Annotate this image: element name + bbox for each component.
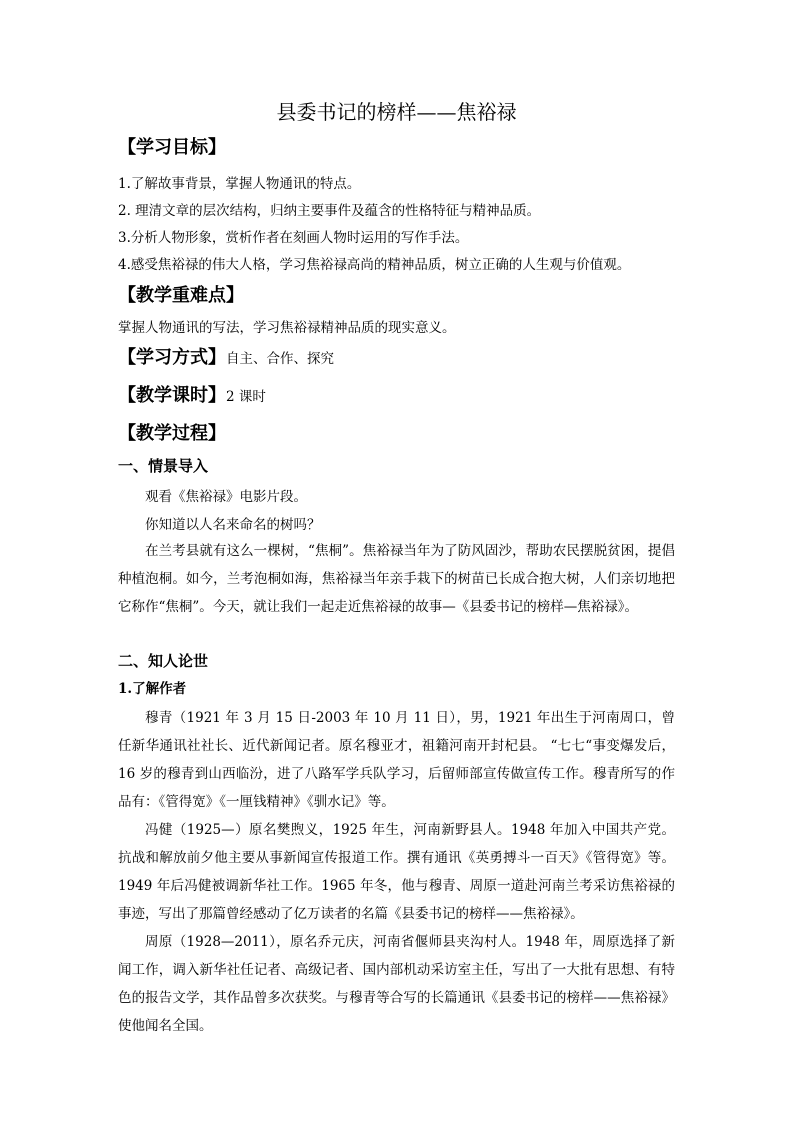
heading-key-points: 【教学重难点】: [118, 285, 244, 306]
heading-class-hours: [118, 383, 266, 410]
heading-learning-objectives: 【学习目标】: [118, 137, 226, 158]
author-paragraph-muqing: 穆青（1921 年 3 月 15 日-2003 年 10 月 11 日），男，1921 年出生于河南周口，曾任新华通讯社社长、近代新闻记者。原名穆亚才，祖籍河南开封杞县。 “七七“事变爆发后，16 岁的穆青到山西临汾，进了八路军学兵队学习，后留师部宣传做宣传工作。穆青所写的作品有：《管得宽》《一厘钱精神》《驯水记》等。: [118, 710, 675, 810]
part1-paragraph-2: 你知道以人名来命名的树吗？: [145, 517, 321, 533]
author-paragraph-fengjian: 冯健（1925—）原名樊煦义，1925 年生，河南新野县人。1948 年加入中国共产党。抗战和解放前夕他主要从事新闻宣传报道工作。撰有通讯《英勇搏斗一百天》《管得宽》等。1949 年后冯健被调新华社工作。1965 年冬，他与穆青、周原一道赴河南兰考采访焦裕禄的事迹，写出了那篇曾经感动了亿万读者的名篇《县委书记的榜样——焦裕禄》。: [118, 822, 675, 922]
part2-heading: 二、知人论世: [118, 652, 209, 670]
author-paragraph-zhouyuan: 周原（1928—2011），原名乔元庆，河南省偃师县夹沟村人。1948 年，周原选择了新闻工作，调入新华社任记者、高级记者、国内部机动采访室主任，写出了一大批有思想、有特色的报告文学，其作品曾多次获奖。与穆青等合写的长篇通讯《县委书记的榜样——焦裕禄》使他闻名全国。: [118, 934, 675, 1034]
heading-learning-method: [118, 345, 334, 372]
key-points-text: 掌握人物通讯的写法，学习焦裕禄精神品质的现实意义。: [118, 320, 456, 336]
part1-paragraph-3: 在兰考县就有这么一棵树，“焦桐”。焦裕禄当年为了防风固沙，帮助农民摆脱贫困，提倡种植泡桐。如今，兰考泡桐如海，焦裕禄当年亲手栽下的树苗已长成合抱大树，人们亲切地把它称作“焦桐”。今天，就让我们一起走近焦裕禄的故事—《县委书记的榜样—焦裕禄》。: [118, 543, 675, 615]
objective-item-3: 3.分析人物形象，赏析作者在刻画人物时运用的写作手法。: [118, 230, 469, 246]
learning-method-label: 【学习方式】: [118, 347, 226, 368]
part1-heading: 一、情景导入: [118, 457, 209, 475]
document-title: 县委书记的榜样——焦裕禄: [276, 100, 517, 124]
objective-item-4: 4.感受焦裕禄的伟大人格，学习焦裕禄高尚的精神品质，树立正确的人生观与价值观。: [118, 257, 631, 273]
objective-item-2: 2. 理清文章的层次结构，归纳主要事件及蕴含的性格特征与精神品质。: [118, 203, 541, 219]
class-hours-text: 2 课时: [226, 389, 266, 405]
class-hours-label: 【教学课时】: [118, 385, 226, 406]
part2-sub-heading-author: 1.了解作者: [118, 681, 187, 697]
learning-method-text: 自主、合作、探究: [226, 351, 334, 367]
part1-paragraph-1: 观看《焦裕禄》电影片段。: [145, 489, 307, 505]
heading-teaching-process: 【教学过程】: [118, 423, 226, 444]
objective-item-1: 1.了解故事背景，掌握人物通讯的特点。: [118, 176, 361, 192]
